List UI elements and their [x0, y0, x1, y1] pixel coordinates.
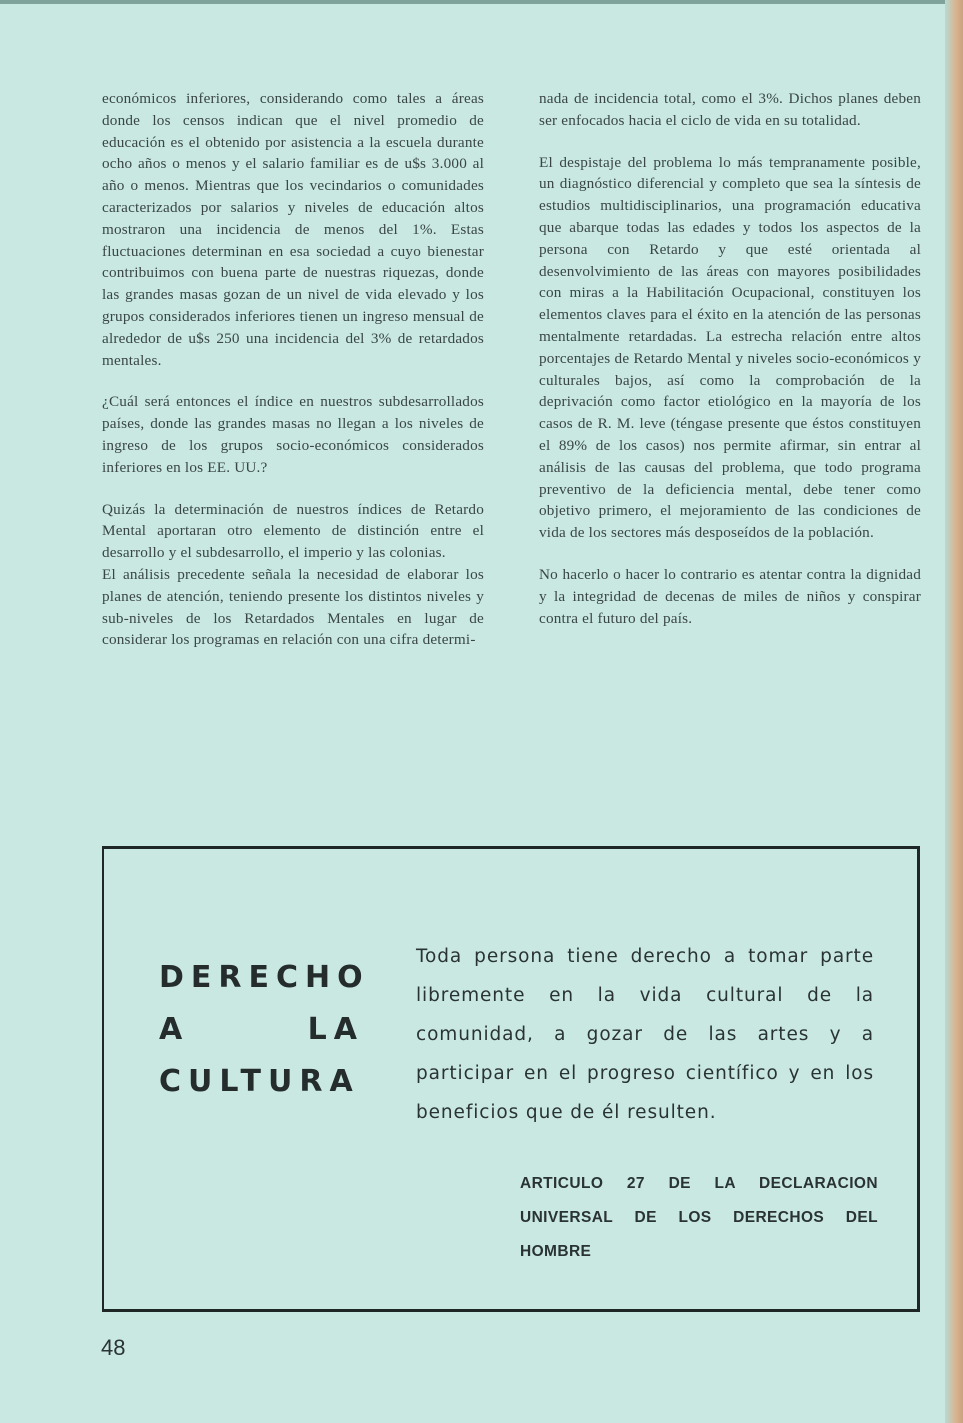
- right-paragraph-3: No hacerlo o hacer lo contrario es atentar contra la dignidad y la integridad de decenas de miles de niños y conspirar contra el futuro del país.: [539, 565, 921, 627]
- culture-rights-box: [102, 846, 920, 1312]
- left-paragraph-2: ¿Cuál será entonces el índice en nuestros subdesarrollados países, donde las grandes masas no llegan a los niveles de ingreso de los grupos socio-económicos considerados inferiores en los EE. UU.?: [102, 393, 484, 476]
- page-number: 48: [101, 1335, 126, 1360]
- box-title-line-2: [159, 1004, 364, 1056]
- box-title-line-1: DERECHO: [159, 960, 370, 995]
- box-title-word-a: A: [159, 1012, 190, 1047]
- left-text-column: [102, 88, 484, 671]
- left-paragraph-4: El análisis precedente señala la necesidad de elaborar los planes de atención, teniendo presente los distintos niveles y sub-niveles de los Retardados Mentales en lugar de considerar los programas en relación con una cifra determi-: [102, 565, 484, 649]
- right-text-column: [539, 88, 921, 649]
- box-title-line-3: CULTURA: [159, 1064, 360, 1099]
- page-right-edge: [945, 0, 963, 1423]
- left-paragraph-3: Quizás la determinación de nuestros índices de Retardo Mental aportaran otro elemento de distinción entre el desarrollo y el subdesarrollo, el imperio y las colonias.: [102, 500, 484, 562]
- right-paragraph-1: nada de incidencia total, como el 3%. Dichos planes deben ser enfocados hacia el ciclo de vida en su totalidad.: [539, 90, 921, 129]
- box-source-citation: ARTICULO 27 DE LA DECLARACION UNIVERSAL DE LOS DERECHOS DEL HOMBRE: [520, 1175, 878, 1260]
- box-title-word-la: LA: [307, 1012, 364, 1047]
- page-top-edge: [0, 0, 963, 4]
- left-paragraph-1: económicos inferiores, considerando como tales a áreas donde los censos indican que el nivel promedio de educación es el obtenido por asistencia a la escuela durante ocho años o menos y el salario familiar es de u$s 3.000 al año o menos. Mientras que los vecindarios o comunidades caracterizados por salarios y niveles de educación altos mostraron una incidencia de menos del 1%. Estas fluctuaciones determinan en esa sociedad a cuyo bienestar contribuimos con buena parte de nuestras riquezas, donde las grandes masas gozan de un nivel de vida elevado y los grupos considerados inferiores tienen un ingreso mensual de alrededor de u$s 250 una incidencia del 3% de retardados mentales.: [102, 90, 484, 369]
- box-quote-text: Toda persona tiene derecho a tomar parte libremente en la vida cultural de la comunidad, a gozar de las artes y a participar en el progreso científico y en los beneficios que de él resulten.: [416, 946, 874, 1123]
- right-paragraph-2: El despistaje del problema lo más tempranamente posible, un diagnóstico diferencial y completo que sea la síntesis de estudios multidisciplinarios, una programación educativa que abarque todas las edades y todos los aspectos de la persona con Retardo y que esté orientada al desenvolvimiento de las áreas con mayores posibilidades con miras a la Habilitación Ocupacional, constituyen los elementos claves para el éxito en la atención de las personas mentalmente retardadas. La estrecha relación entre altos porcentajes de Retardo Mental y niveles socio-económicos y culturales bajos, así como la comprobación de la deprivación como factor etiológico en la mayoría de los casos de R. M. leve (téngase presente que éstos constituyen el 89% de los casos) nos permite afirmar, sin entrar al análisis de las causas del problema, que todo programa preventivo de la deficiencia mental, debe tener como objetivo primero, el mejoramiento de las condiciones de vida de los sectores más desposeídos de la población.: [539, 153, 921, 542]
- box-title: [159, 952, 370, 1108]
